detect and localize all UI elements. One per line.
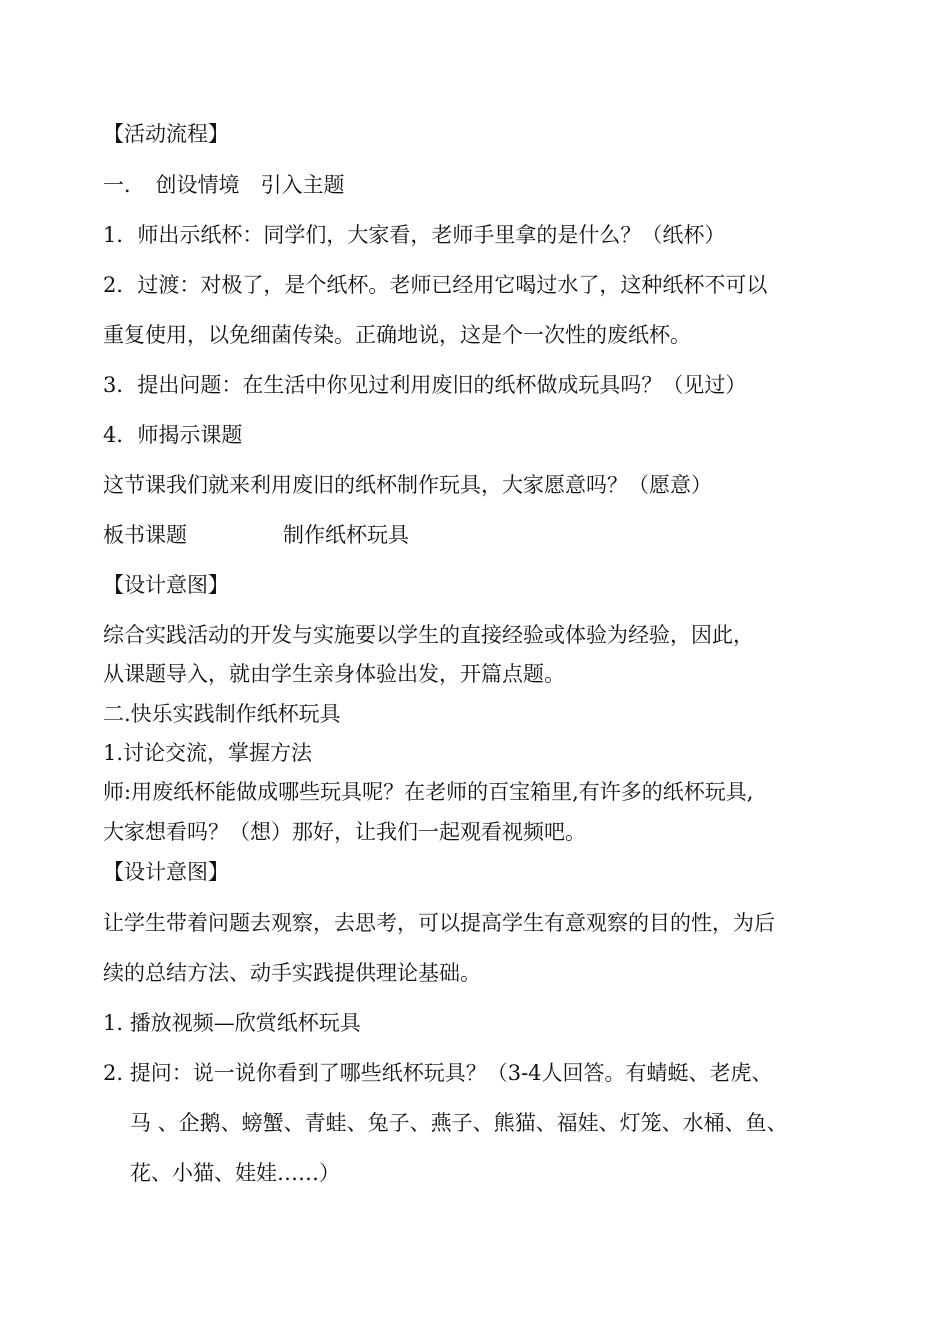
list-item-continuation: 马 、企鹅、螃蟹、青蛙、兔子、燕子、熊猫、福娃、灯笼、水桶、鱼、 bbox=[130, 1111, 788, 1135]
paragraph-line: 大家想看吗？（想）那好，让我们一起观看视频吧。 bbox=[103, 820, 586, 844]
paragraph-line: 2．过渡：对极了，是个纸杯。老师已经用它喝过水了，这种纸杯不可以 bbox=[103, 273, 768, 297]
paragraph-line: 3．提出问题：在生活中你见过利用废旧的纸杯做成玩具吗？（见过） bbox=[103, 373, 747, 397]
paragraph-line: 重复使用，以免细菌传染。正确地说，这是个一次性的废纸杯。 bbox=[103, 323, 691, 347]
paragraph-line: 这节课我们就来利用废旧的纸杯制作玩具，大家愿意吗？（愿意） bbox=[103, 473, 712, 497]
list-item-continuation: 花、小猫、娃娃……） bbox=[130, 1161, 340, 1185]
paragraph-line: 让学生带着问题去观察，去思考，可以提高学生有意观察的目的性，为后 bbox=[103, 911, 775, 935]
paragraph-line: 续的总结方法、动手实践提供理论基础。 bbox=[103, 961, 481, 985]
blackboard-title-row bbox=[103, 521, 409, 549]
paragraph-line: 师:用废纸杯能做成哪些玩具呢？在老师的百宝箱里,有许多的纸杯玩具, bbox=[103, 780, 754, 804]
lesson-title: 制作纸杯玩具 bbox=[283, 523, 409, 547]
subsection-heading: 一． 创设情境 引入主题 bbox=[103, 173, 345, 197]
paragraph-line: 1.讨论交流，掌握方法 bbox=[103, 741, 313, 765]
section-heading: 【活动流程】 bbox=[103, 122, 229, 146]
design-intent-heading: 【设计意图】 bbox=[103, 860, 229, 884]
list-item: 2. 提问：说一说你看到了哪些纸杯玩具？（3-4人回答。有蜻蜓、老虎、 bbox=[103, 1061, 773, 1085]
paragraph-line: 4．师揭示课题 bbox=[103, 423, 243, 447]
design-intent-heading: 【设计意图】 bbox=[103, 573, 229, 597]
subsection-heading: 二.快乐实践制作纸杯玩具 bbox=[103, 702, 341, 726]
paragraph-line: 从课题导入，就由学生亲身体验出发，开篇点题。 bbox=[103, 662, 565, 686]
paragraph-line: 1．师出示纸杯：同学们，大家看，老师手里拿的是什么？（纸杯） bbox=[103, 223, 726, 247]
list-item: 1. 播放视频—欣赏纸杯玩具 bbox=[103, 1011, 361, 1035]
paragraph-line: 综合实践活动的开发与实施要以学生的直接经验或体验为经验，因此， bbox=[103, 623, 754, 647]
blackboard-label: 板书课题 bbox=[103, 523, 187, 547]
